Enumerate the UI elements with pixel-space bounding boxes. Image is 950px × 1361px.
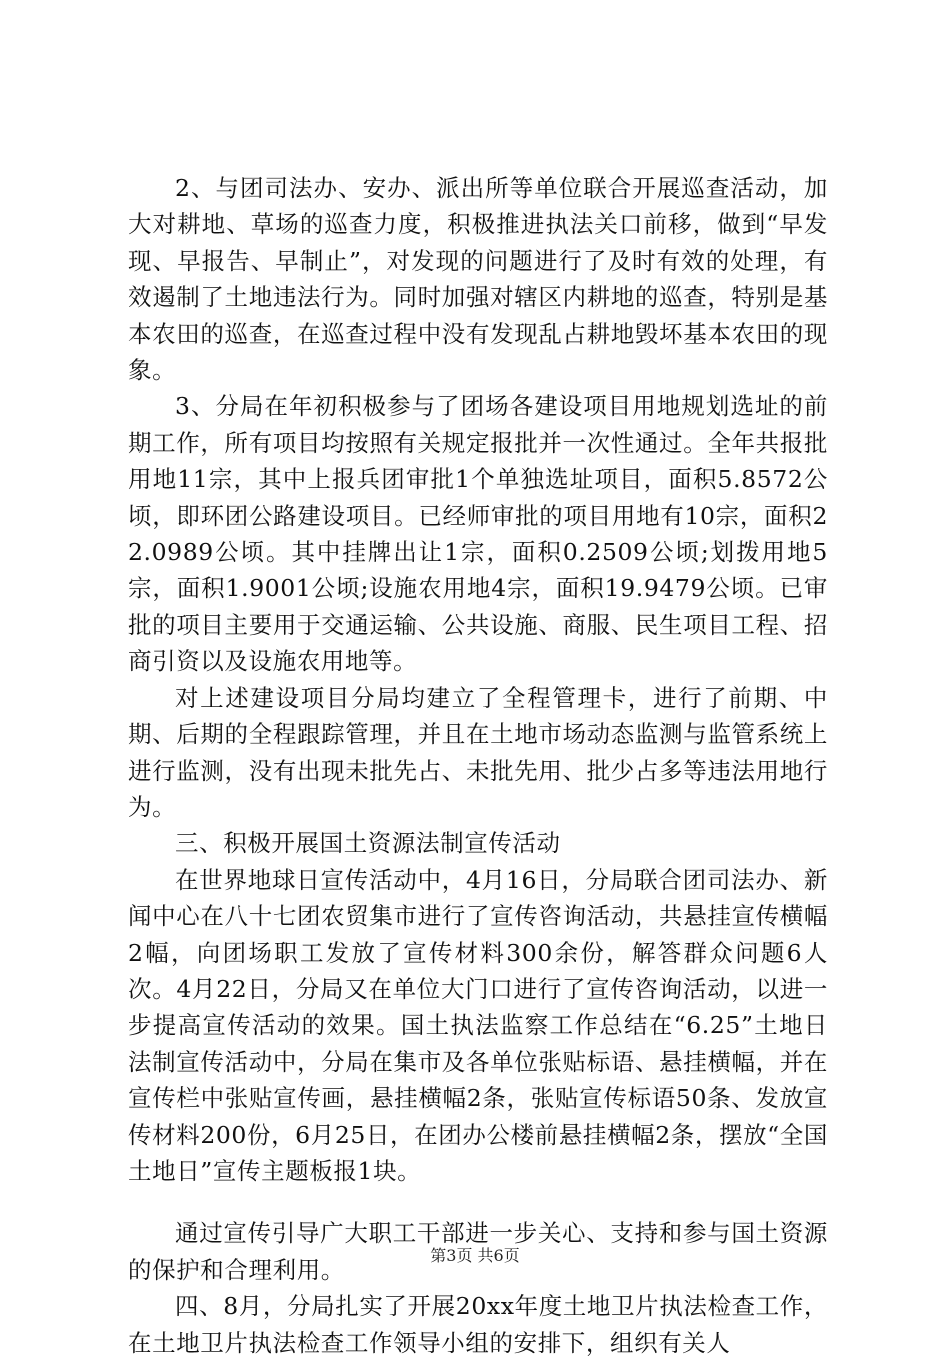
paragraph-guidance: 通过宣传引导广大职工干部进一步关心、支持和参与国土资源的保护和合理利用。 bbox=[128, 1219, 828, 1284]
page-number-footer: 第3页 共6页 bbox=[430, 1246, 520, 1265]
section-heading-publicity: 三、积极开展国土资源法制宣传活动 bbox=[175, 829, 561, 858]
paragraph-patrol: 2、与团司法办、安办、派出所等单位联合开展巡查活动，加大对耕地、草场的巡查力度，积极推进执法关口前移，做到“早发现、早报告、早制止”，对发现的问题进行了及时有效的处理，有效遏制了土地违法行为。同时加强对辖区内耕地的巡查，特别是基本农田的巡查，在巡查过程中没有发现乱占耕地毁坏基本农田的现象。 bbox=[128, 174, 828, 385]
paragraph-spacer bbox=[128, 1189, 828, 1215]
paragraph-earth-day: 在世界地球日宣传活动中，4月16日，分局联合团司法办、新闻中心在八十七团农贸集市进行了宣传咨询活动，共悬挂宣传横幅2幅，向团场职工发放了宣传材料300余份，解答群众问题6人次。4月22日，分局又在单位大门口进行了宣传咨询活动，以进一步提高宣传活动的效果。国土执法监察工作总结在“6.25”土地日法制宣传活动中，分局在集市及各单位张贴标语、悬挂横幅，并在宣传栏中张贴宣传画，悬挂横幅2条，张贴宣传标语50条、发放宣传材料200份，6月25日，在团办公楼前悬挂横幅2条，摆放“全国土地日”宣传主题板报1块。 bbox=[128, 865, 828, 1185]
paragraph-land-approval: 3、分局在年初积极参与了团场各建设项目用地规划选址的前期工作，所有项目均按照有关规定报批并一次性通过。全年共报批用地11宗，其中上报兵团审批1个单独选址项目，面积5.8572公顷，即环团公路建设项目。已经师审批的项目用地有10宗，面积22.0989公顷。其中挂牌出让1宗，面积0.2509公顷;划拨用地5宗，面积1.9001公顷;设施农用地4宗，面积19.9479公顷。已审批的项目主要用于交通运输、公共设施、商服、民生项目工程、招商引资以及设施农用地等。 bbox=[128, 392, 828, 676]
paragraph-project-management: 对上述建设项目分局均建立了全程管理卡，进行了前期、中期、后期的全程跟踪管理，并且在土地市场动态监测与监管系统上进行监测，没有出现未批先占、未批先用、批少占多等违法用地行为。 bbox=[128, 683, 828, 821]
document-body bbox=[128, 170, 828, 1361]
paragraph-satellite-inspection: 四、8月，分局扎实了开展20xx年度土地卫片执法检查工作，在土地卫片执法检查工作领导小组的安排下，组织有关人 bbox=[128, 1292, 828, 1357]
